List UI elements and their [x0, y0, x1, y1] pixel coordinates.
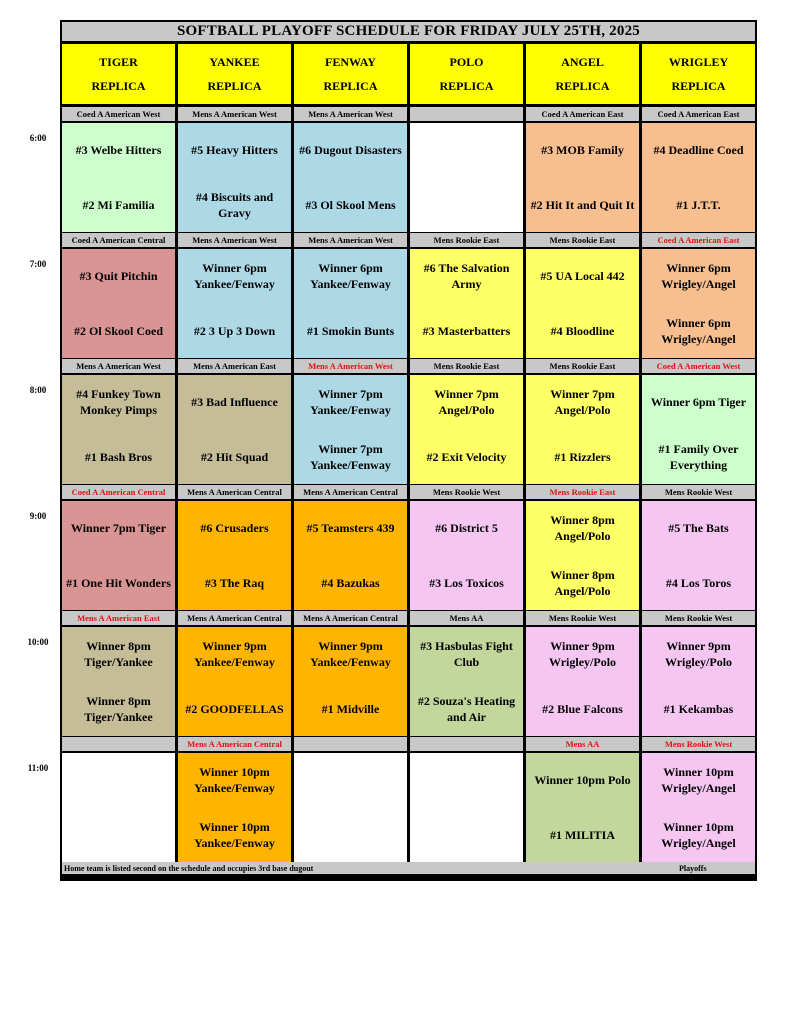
home-team: Winner 8pm Tiger/Yankee [84, 693, 153, 724]
division-label: Mens Rookie East [410, 359, 523, 373]
home-team [62, 808, 175, 863]
home-team: #2 3 Up 3 Down [193, 323, 276, 338]
division-label: Mens Rookie East [410, 233, 523, 247]
division-label: Mens AA [410, 611, 523, 625]
away-team: Winner 9pm Yankee/Fenway [310, 639, 391, 670]
field-subtitle: REPLICA [555, 79, 610, 93]
home-team: #2 Exit Velocity [426, 449, 507, 464]
game-cell [642, 123, 755, 232]
field-subtitle: REPLICA [439, 79, 494, 93]
home-team: Winner 8pm Angel/Polo [550, 567, 615, 598]
game-cell [178, 249, 291, 358]
home-team: #1 Rizzlers [554, 449, 611, 464]
time-label: 10:00 [27, 637, 49, 647]
game-cell [178, 501, 291, 610]
game-cell [526, 375, 639, 484]
division-label: Mens Rookie East [526, 359, 639, 373]
game-cell [294, 627, 407, 736]
field-name: ANGEL [561, 55, 604, 69]
home-team: #4 Bloodline [550, 323, 615, 338]
home-team: Winner 6pm Wrigley/Angel [661, 315, 736, 346]
away-team: #3 MOB Family [541, 143, 624, 158]
game-cell [62, 627, 175, 736]
field-subtitle: REPLICA [671, 79, 726, 93]
home-team: #1 MILITIA [549, 827, 615, 842]
division-label: Mens AA [526, 737, 639, 751]
division-label: Coed A American Central [62, 233, 175, 247]
division-label [294, 737, 407, 751]
game-cell [642, 627, 755, 736]
home-team: #2 Souza's Heating and Air [417, 693, 516, 724]
division-label: Mens A American Central [294, 485, 407, 499]
home-team: #2 Hit It and Quit It [530, 197, 635, 212]
division-label [410, 107, 523, 121]
home-team: #2 Mi Familia [82, 197, 155, 212]
away-team: Winner 9pm Wrigley/Polo [664, 639, 733, 670]
home-team: #1 Midville [321, 701, 380, 716]
away-team: Winner 7pm Yankee/Fenway [310, 387, 391, 418]
game-cell [410, 123, 523, 232]
game-cell [410, 501, 523, 610]
game-cell [62, 123, 175, 232]
game-cell [526, 627, 639, 736]
away-team: Winner 7pm Tiger [70, 521, 167, 536]
schedule-table [60, 20, 757, 881]
away-team: #6 Dugout Disasters [299, 143, 402, 158]
home-team [410, 808, 523, 863]
division-label: Mens A American Central [178, 485, 291, 499]
game-cell [294, 501, 407, 610]
home-team: Winner 7pm Yankee/Fenway [310, 441, 391, 472]
away-team [410, 753, 523, 808]
game-cell [62, 249, 175, 358]
field-header-fenway [294, 44, 407, 104]
game-cell [178, 627, 291, 736]
division-label: Mens Rookie East [526, 233, 639, 247]
game-cell [410, 375, 523, 484]
game-cell [294, 123, 407, 232]
home-team [294, 808, 407, 863]
division-label: Mens A American West [294, 233, 407, 247]
schedule-footer [62, 862, 755, 874]
away-team: Winner 7pm Angel/Polo [434, 387, 499, 418]
away-team: #6 The Salvation Army [423, 261, 510, 292]
division-label: Mens A American West [178, 233, 291, 247]
division-label: Coed A American East [526, 107, 639, 121]
home-team: #4 Biscuits and Gravy [195, 189, 274, 220]
schedule-title: SOFTBALL PLAYOFF SCHEDULE FOR FRIDAY JULY 25TH, 2025 [62, 22, 755, 41]
division-label: Mens Rookie West [410, 485, 523, 499]
game-cell [526, 123, 639, 232]
division-label: Mens Rookie West [642, 611, 755, 625]
field-header-yankee [178, 44, 291, 104]
away-team: #5 UA Local 442 [540, 269, 625, 284]
away-team: #6 Crusaders [200, 521, 269, 536]
home-team: #1 Kekambas [663, 701, 734, 716]
division-label: Mens A American West [62, 359, 175, 373]
division-label: Mens A American West [178, 107, 291, 121]
home-team: #1 Family Over Everything [658, 441, 739, 472]
game-cell [178, 123, 291, 232]
game-cell [410, 627, 523, 736]
division-label: Mens Rookie West [642, 485, 755, 499]
home-team [410, 178, 523, 233]
division-label: Mens A American Central [178, 611, 291, 625]
game-cell [526, 501, 639, 610]
game-cell [526, 753, 639, 862]
division-label: Mens A American Central [294, 611, 407, 625]
game-cell [526, 249, 639, 358]
away-team: Winner 8pm Angel/Polo [550, 513, 615, 544]
away-team: #3 Welbe Hitters [75, 143, 162, 158]
division-label [62, 737, 175, 751]
division-label: Mens A American West [294, 359, 407, 373]
home-team: Winner 10pm Yankee/Fenway [194, 819, 275, 850]
division-label: Mens A American Central [178, 737, 291, 751]
time-label: 11:00 [27, 763, 49, 773]
away-team: #5 Teamsters 439 [306, 521, 395, 536]
away-team: #5 The Bats [668, 521, 729, 536]
game-cell [62, 753, 175, 862]
game-cell [642, 375, 755, 484]
away-team: #4 Funkey Town Monkey Pimps [76, 387, 161, 418]
field-header-angel [526, 44, 639, 104]
game-cell [410, 753, 523, 862]
game-cell [178, 375, 291, 484]
division-label: Coed A American Central [62, 485, 175, 499]
division-label: Mens A American West [294, 107, 407, 121]
field-name: FENWAY [325, 55, 376, 69]
field-name: TIGER [99, 55, 138, 69]
field-header-wrigley [642, 44, 755, 104]
away-team: Winner 6pm Wrigley/Angel [661, 261, 736, 292]
field-subtitle: REPLICA [323, 79, 378, 93]
game-cell [294, 753, 407, 862]
home-team: #2 Hit Squad [200, 449, 269, 464]
away-team: #3 Bad Influence [191, 395, 278, 410]
game-cell [642, 249, 755, 358]
field-subtitle: REPLICA [207, 79, 262, 93]
away-team: Winner 10pm Polo [534, 773, 631, 788]
away-team: Winner 6pm Yankee/Fenway [310, 261, 391, 292]
time-label: 6:00 [29, 133, 47, 143]
division-label: Mens Rookie West [526, 611, 639, 625]
division-label: Coed A American West [642, 359, 755, 373]
game-cell [178, 753, 291, 862]
away-team [294, 753, 407, 808]
home-team: #3 Ol Skool Mens [305, 197, 396, 212]
home-team: #3 Masterbatters [422, 323, 511, 338]
home-team: #1 Bash Bros [84, 449, 153, 464]
away-team: Winner 6pm Yankee/Fenway [194, 261, 275, 292]
away-team [410, 123, 523, 178]
game-cell [410, 249, 523, 358]
game-cell [294, 375, 407, 484]
division-label: Mens A American East [62, 611, 175, 625]
away-team: #5 Heavy Hitters [191, 143, 278, 158]
home-team: #2 Ol Skool Coed [73, 323, 163, 338]
field-subtitle: REPLICA [91, 79, 146, 93]
game-cell [642, 501, 755, 610]
away-team: Winner 9pm Yankee/Fenway [194, 639, 275, 670]
away-team: #6 District 5 [435, 521, 498, 536]
game-cell [642, 753, 755, 862]
game-cell [62, 375, 175, 484]
home-team: #2 GOODFELLAS [185, 701, 284, 716]
field-name: POLO [449, 55, 484, 69]
away-team: Winner 10pm Yankee/Fenway [194, 765, 275, 796]
away-team [62, 753, 175, 808]
field-name: WRIGLEY [668, 55, 729, 69]
division-label: Coed A American East [642, 107, 755, 121]
time-label: 7:00 [29, 259, 47, 269]
away-team: Winner 8pm Tiger/Yankee [84, 639, 153, 670]
home-team: #4 Bazukas [321, 575, 380, 590]
field-name: YANKEE [209, 55, 260, 69]
home-team: Winner 10pm Wrigley/Angel [661, 819, 736, 850]
division-label: Coed A American West [62, 107, 175, 121]
division-label: Mens A American East [178, 359, 291, 373]
time-label: 9:00 [29, 511, 47, 521]
home-team: #3 The Raq [204, 575, 265, 590]
away-team: Winner 6pm Tiger [650, 395, 747, 410]
home-team: #2 Blue Falcons [542, 701, 623, 716]
division-label: Mens Rookie East [526, 485, 639, 499]
home-team: #3 Los Toxicos [429, 575, 504, 590]
away-team: #3 Hasbulas Fight Club [420, 639, 513, 670]
away-team: #4 Deadline Coed [653, 143, 744, 158]
footer-note: Home team is listed second on the schedule and occupies 3rd base dugout [64, 863, 314, 873]
game-cell [294, 249, 407, 358]
division-label: Mens Rookie West [642, 737, 755, 751]
away-team: Winner 7pm Angel/Polo [550, 387, 615, 418]
time-label: 8:00 [29, 385, 47, 395]
game-cell [62, 501, 175, 610]
division-label [410, 737, 523, 751]
away-team: Winner 9pm Wrigley/Polo [548, 639, 617, 670]
division-label: Coed A American East [642, 233, 755, 247]
field-header-tiger [62, 44, 175, 104]
home-team: #1 J.T.T. [676, 197, 721, 212]
home-team: #1 One Hit Wonders [66, 575, 171, 590]
field-header-polo [410, 44, 523, 104]
footer-playoffs: Playoffs [679, 863, 707, 873]
home-team: #1 Smokin Bunts [306, 323, 395, 338]
away-team: #3 Quit Pitchin [79, 269, 158, 284]
away-team: Winner 10pm Wrigley/Angel [661, 765, 736, 796]
home-team: #4 Los Toros [665, 575, 732, 590]
